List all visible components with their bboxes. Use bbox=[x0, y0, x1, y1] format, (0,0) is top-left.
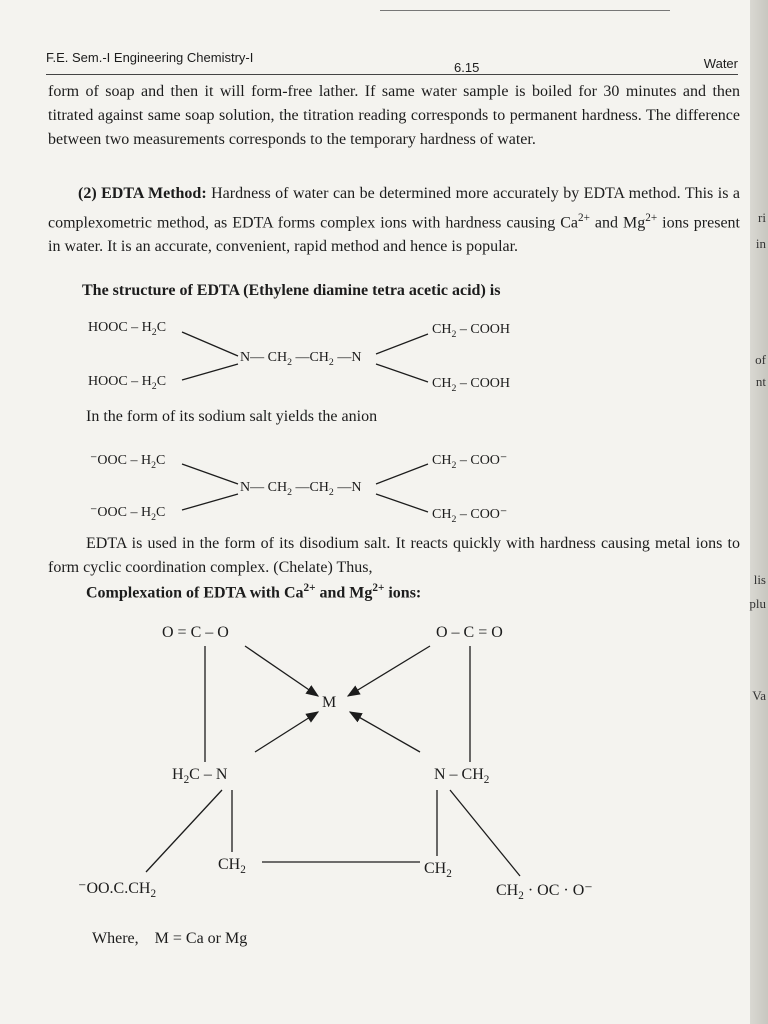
edge-fragment: in bbox=[755, 236, 766, 251]
complex-acetate-left: $^-OO.C.CH_2$ bbox=[78, 880, 157, 901]
edge-fragment: of bbox=[755, 352, 766, 367]
edta-center-chain: N— $CH_2$ $—CH_2$ —N bbox=[240, 350, 362, 368]
anion-top-right-group: $CH_2 - COO^-$ bbox=[432, 453, 508, 471]
anion-top-left-group: $^-OOC - H_2C$ bbox=[90, 453, 166, 471]
complex-bond-n-acetate-right bbox=[450, 790, 520, 876]
complex-carboxyl-left: O = C – O bbox=[162, 624, 229, 641]
complex-carboxyl-right: O – C = O bbox=[436, 624, 503, 641]
complex-amine-left: $H_2C$ – N bbox=[172, 766, 228, 787]
edge-fragment: ri bbox=[758, 210, 766, 225]
complex-metal-center: M bbox=[322, 694, 337, 711]
edta-top-left-group: HOOC – $H_2C$ bbox=[88, 320, 167, 338]
anion-bottom-right-group: $CH_2 - COO^-$ bbox=[432, 507, 508, 525]
anion-bond-tl bbox=[182, 464, 238, 484]
complex-arrow-o-left bbox=[245, 646, 318, 696]
complex-arrow-n-left bbox=[255, 712, 318, 752]
anion-bond-tr bbox=[376, 464, 428, 484]
edge-fragment: lis bbox=[753, 572, 766, 587]
where-note: Where, M = Ca or Mg bbox=[92, 930, 248, 947]
edta-bottom-left-group: HOOC – $H_2C$ bbox=[88, 374, 167, 392]
edge-fragment: nt bbox=[755, 374, 766, 389]
edta-bottom-right-group: $CH_2$ – COOH bbox=[432, 376, 511, 394]
complex-arrow-o-right bbox=[348, 646, 430, 696]
complex-acetate-right: $CH_2$ · OC · O⁻ bbox=[496, 882, 593, 903]
paragraph-edta-method: (2) EDTA Method: Hardness of water can be determined more accurately by EDTA method. This is a complexometric method, as EDTA forms complex ions with hardness causing $Ca^{2+}$ and $Mg^{2+}$ ions present in water. It is an accurate, convenient, rapid method and hence is popular. bbox=[48, 185, 741, 256]
complex-ch2-right: $CH_2$ bbox=[424, 860, 452, 881]
edta-bond-bl bbox=[182, 364, 238, 380]
paragraph-soap-titration: form of soap and then it will form-free lather. If same water sample is boiled for 30 minutes and then titrated against same soap solution, the titration reading corresponds to permanent hardness. The difference between two measurements corresponds to the temporary hardness of water. bbox=[48, 83, 740, 148]
complex-ch2-left: $CH_2$ bbox=[218, 856, 246, 877]
anion-bond-br bbox=[376, 494, 428, 512]
edta-top-right-group: $CH_2$ – COOH bbox=[432, 322, 511, 340]
anion-center-chain: N— $CH_2$ $—CH_2$ —N bbox=[240, 480, 362, 498]
complex-arrow-n-right bbox=[350, 712, 420, 752]
edge-fragment: plu bbox=[749, 596, 766, 611]
sodium-salt-text: In the form of its sodium salt yields the anion bbox=[86, 408, 378, 425]
paragraph-disodium-salt: EDTA is used in the form of its disodium salt. It reacts quickly with hardness causing metal ions to form cyclic coordination complex. (Chelate) Thus, bbox=[48, 535, 740, 576]
header-book-title: F.E. Sem.-I Engineering Chemistry-I bbox=[46, 50, 254, 65]
anion-bottom-left-group: $^-OOC - H_2C$ bbox=[90, 505, 166, 523]
edge-fragment: Va bbox=[752, 688, 766, 703]
complexation-heading: Complexation of EDTA with $Ca^{2+}$ and $Mg^{2+}$ ions: bbox=[86, 582, 422, 602]
anion-bond-bl bbox=[182, 494, 238, 510]
complex-amine-right: N – $CH_2$ bbox=[434, 766, 490, 787]
header-chapter: Water bbox=[703, 56, 738, 71]
header-page-number: 6.15 bbox=[454, 60, 480, 75]
edta-structure-heading: The structure of EDTA (Ethylene diamine tetra acetic acid) is bbox=[82, 282, 501, 299]
edta-bond-br bbox=[376, 364, 428, 382]
edta-method-lead: (2) EDTA Method: bbox=[78, 185, 207, 202]
edta-bond-tl bbox=[182, 332, 238, 356]
edta-bond-tr bbox=[376, 334, 428, 354]
complex-bond-n-acetate-left bbox=[146, 790, 222, 872]
